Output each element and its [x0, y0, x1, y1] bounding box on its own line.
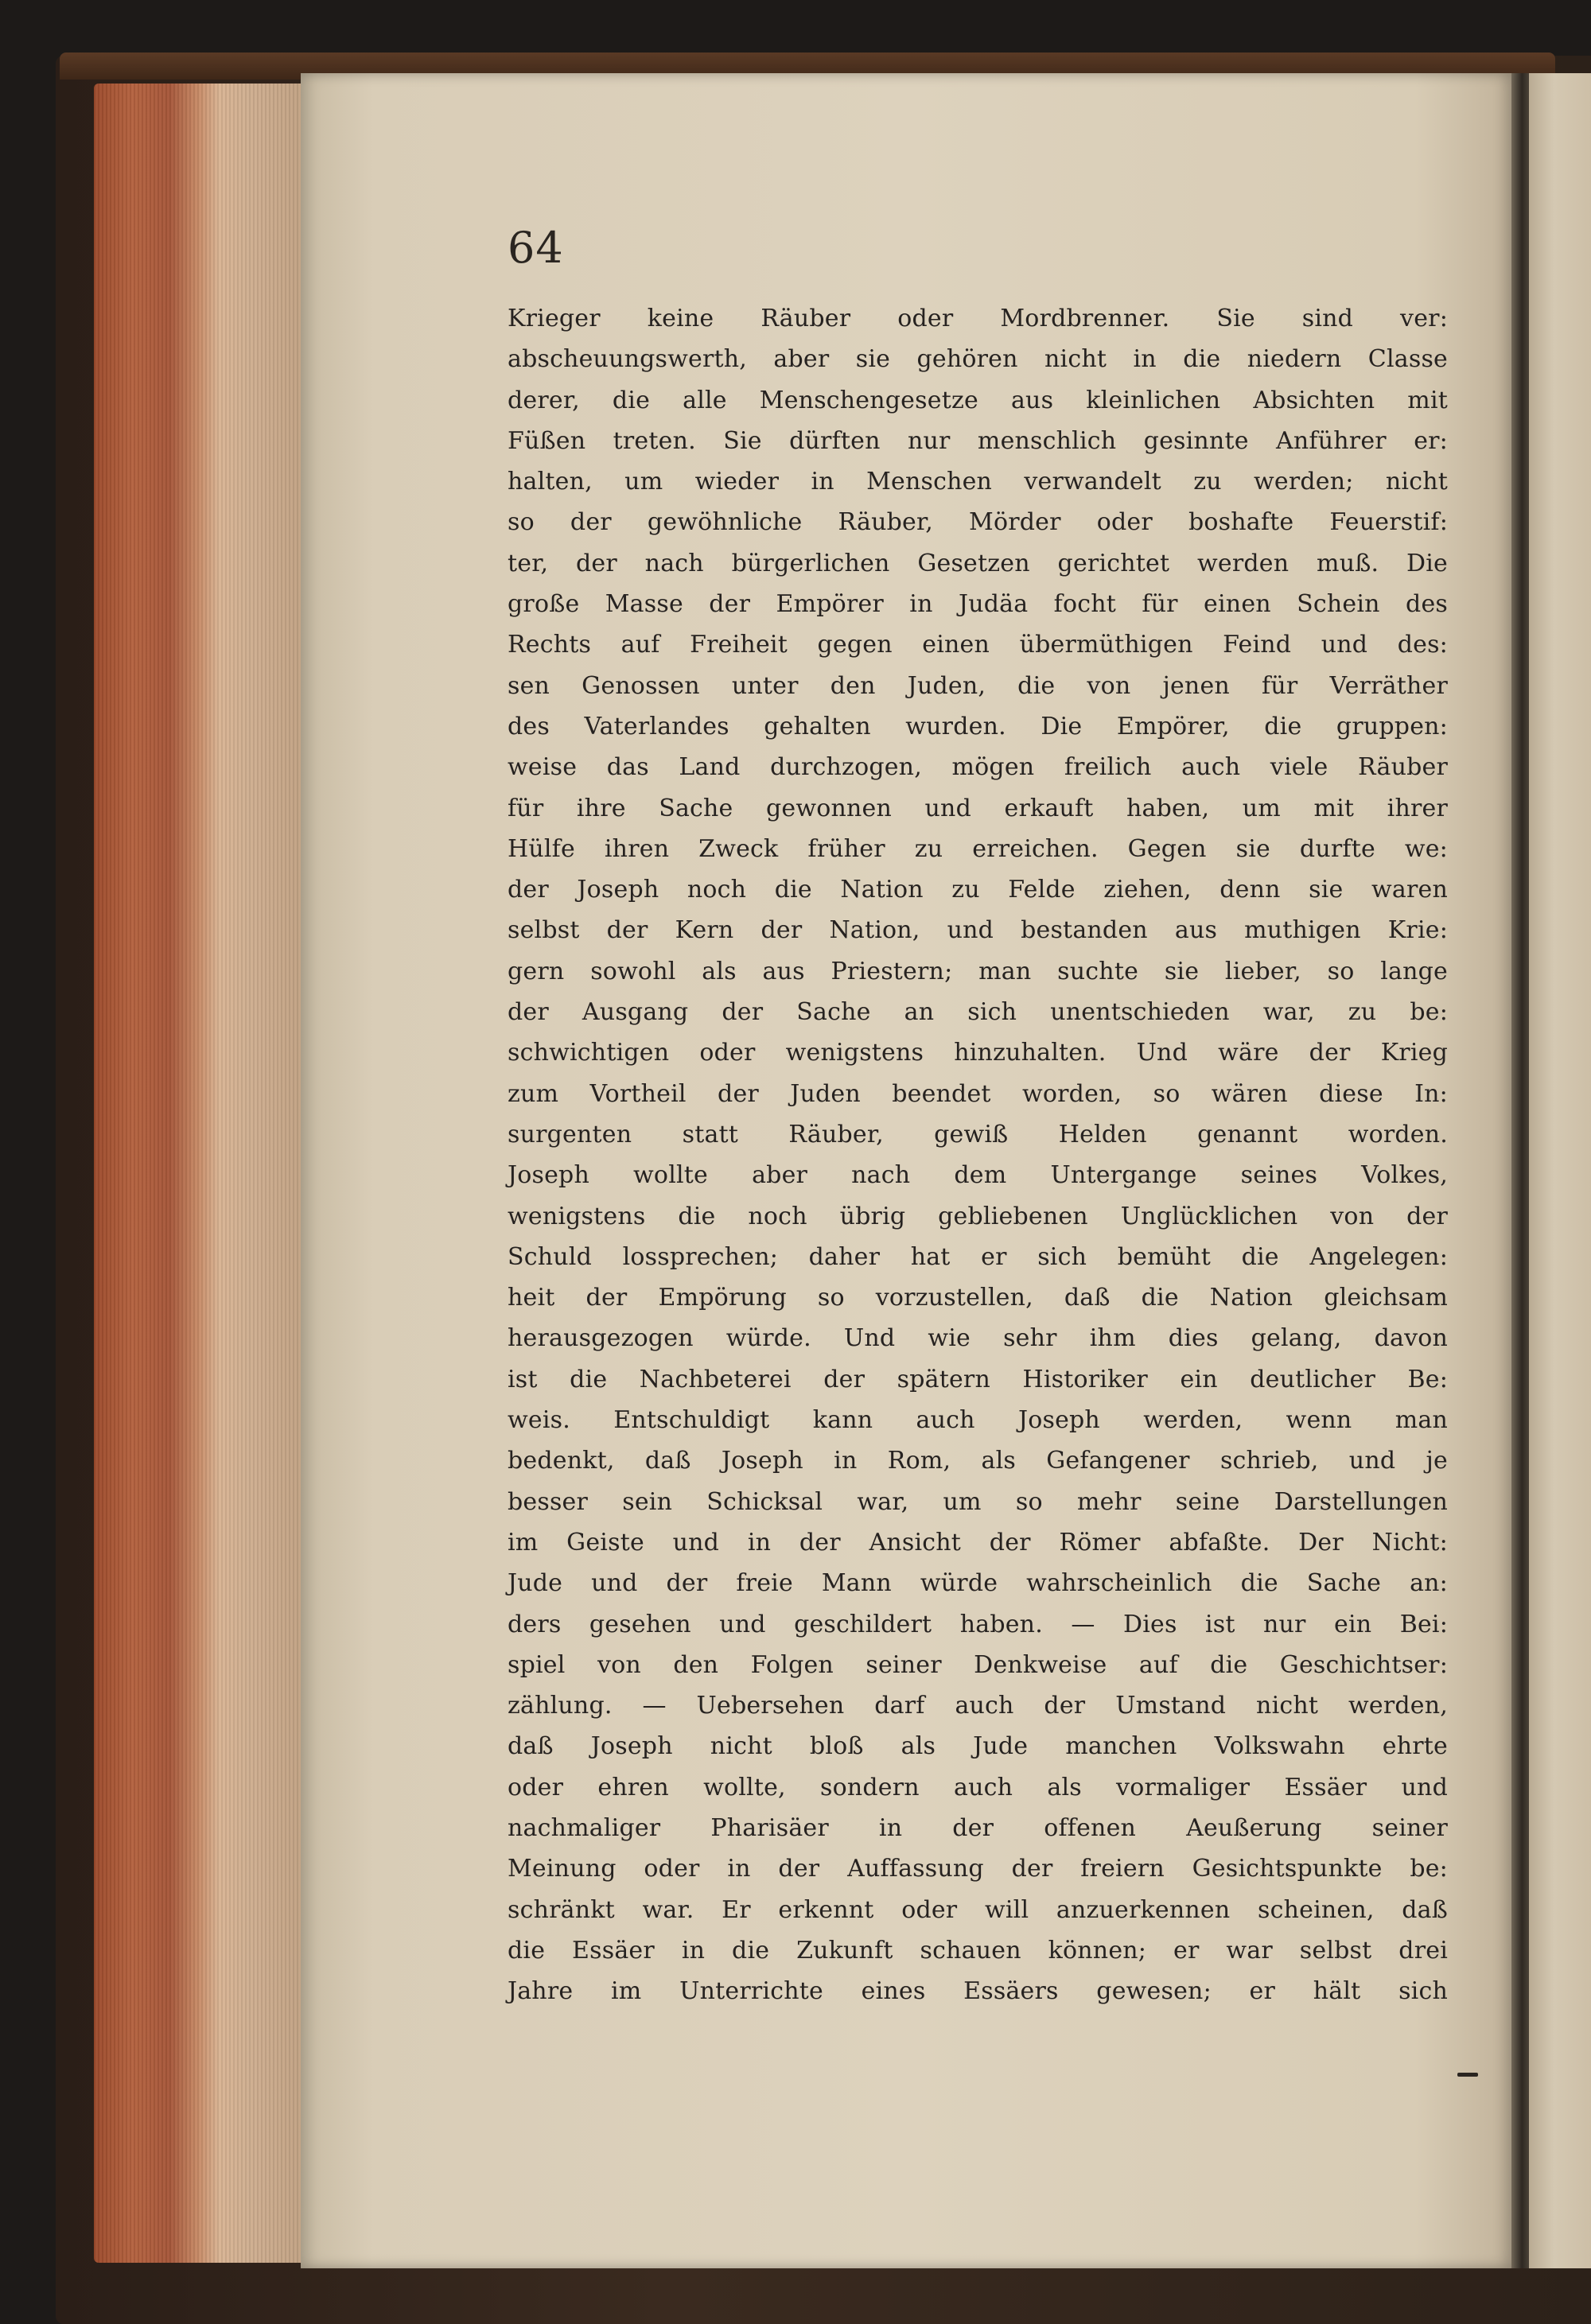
- text-line: ders gesehen und geschildert haben. — Dies ist nur ein Bei:: [508, 1610, 1448, 1638]
- text-line: besser sein Schicksal war, um so mehr seine Darstellungen: [508, 1487, 1448, 1516]
- text-line: für ihre Sache gewonnen und erkauft haben, um mit ihrer: [508, 794, 1448, 822]
- page-number: 64: [508, 223, 564, 273]
- text-line: schränkt war. Er erkennt oder will anzuerkennen scheinen, daß: [508, 1895, 1448, 1924]
- text-line: herausgezogen würde. Und wie sehr ihm dies gelang, davon: [508, 1324, 1448, 1353]
- text-line: ist die Nachbeterei der spätern Historiker ein deutlicher Be:: [508, 1365, 1448, 1393]
- text-line: Krieger keine Räuber oder Mordbrenner. Sie sind ver:: [508, 305, 1448, 332]
- text-line: oder ehren wollte, sondern auch als vormaliger Essäer und: [508, 1773, 1448, 1801]
- text-line: daß Joseph nicht bloß als Jude manchen Volkswahn ehrte: [508, 1732, 1448, 1761]
- page-edges: [94, 84, 310, 2263]
- text-line: derer, die alle Menschengesetze aus kleinlichen Absichten mit: [508, 386, 1448, 414]
- text-line: Rechts auf Freiheit gegen einen übermüthigen Feind und des:: [508, 631, 1448, 659]
- page-text: [508, 298, 1448, 2011]
- text-line: nachmaliger Pharisäer in der offenen Aeußerung seiner: [508, 1813, 1448, 1842]
- text-line: wenigstens die noch übrig gebliebenen Unglücklichen von der: [508, 1202, 1448, 1230]
- text-line: des Vaterlandes gehalten wurden. Die Empörer, die gruppen:: [508, 712, 1448, 740]
- text-line: zählung. — Uebersehen darf auch der Umstand nicht werden,: [508, 1692, 1448, 1720]
- facing-page: [1529, 73, 1591, 2268]
- text-line: der Joseph noch die Nation zu Felde ziehen, denn sie waren: [508, 876, 1448, 904]
- text-line: spiel von den Folgen seiner Denkweise auf die Geschichtser:: [508, 1650, 1448, 1679]
- text-line: die Essäer in die Zukunft schauen können; er war selbst drei: [508, 1936, 1448, 1965]
- margin-mark: [1457, 2073, 1478, 2077]
- text-line: ter, der nach bürgerlichen Gesetzen gerichtet werden muß. Die: [508, 549, 1448, 577]
- text-line: sen Genossen unter den Juden, die von jenen für Verräther: [508, 671, 1448, 700]
- text-line: gern sowohl als aus Priestern; man suchte sie lieber, so lange: [508, 957, 1448, 985]
- text-line: schwichtigen oder wenigstens hinzuhalten. Und wäre der Krieg: [508, 1039, 1448, 1067]
- text-line: zum Vortheil der Juden beendet worden, so wären diese In:: [508, 1079, 1448, 1108]
- text-line: Meinung oder in der Auffassung der freiern Gesichtspunkte be:: [508, 1855, 1448, 1883]
- book-gutter: [1511, 73, 1529, 2268]
- text-line: Jahre im Unterrichte eines Essäers gewesen; er hält sich: [508, 1977, 1448, 2006]
- text-line: Joseph wollte aber nach dem Untergange seines Volkes,: [508, 1161, 1448, 1190]
- text-line: selbst der Kern der Nation, und bestanden aus muthigen Krie:: [508, 916, 1448, 945]
- text-line: Hülfe ihren Zweck früher zu erreichen. Gegen sie durfte we:: [508, 834, 1448, 863]
- text-line: weise das Land durchzogen, mögen freilich auch viele Räuber: [508, 753, 1448, 782]
- text-line: Schuld lossprechen; daher hat er sich bemüht die Angelegen:: [508, 1242, 1448, 1271]
- text-line: surgenten statt Räuber, gewiß Helden genannt worden.: [508, 1120, 1448, 1148]
- text-line: abscheuungswerth, aber sie gehören nicht in die niedern Classe: [508, 345, 1448, 374]
- text-line: bedenkt, daß Joseph in Rom, als Gefangener schrieb, und je: [508, 1447, 1448, 1475]
- text-line: große Masse der Empörer in Judäa focht für einen Schein des: [508, 590, 1448, 619]
- text-line: im Geiste und in der Ansicht der Römer abfaßte. Der Nicht:: [508, 1528, 1448, 1556]
- text-line: halten, um wieder in Menschen verwandelt zu werden; nicht: [508, 468, 1448, 496]
- text-line: der Ausgang der Sache an sich unentschieden war, zu be:: [508, 998, 1448, 1027]
- text-line: Füßen treten. Sie dürften nur menschlich gesinnte Anführer er:: [508, 426, 1448, 455]
- text-line: Jude und der freie Mann würde wahrscheinlich die Sache an:: [508, 1569, 1448, 1598]
- text-line: heit der Empörung so vorzustellen, daß die Nation gleichsam: [508, 1284, 1448, 1312]
- text-line: weis. Entschuldigt kann auch Joseph werden, wenn man: [508, 1406, 1448, 1435]
- text-line: so der gewöhnliche Räuber, Mörder oder boshafte Feuerstif:: [508, 508, 1448, 537]
